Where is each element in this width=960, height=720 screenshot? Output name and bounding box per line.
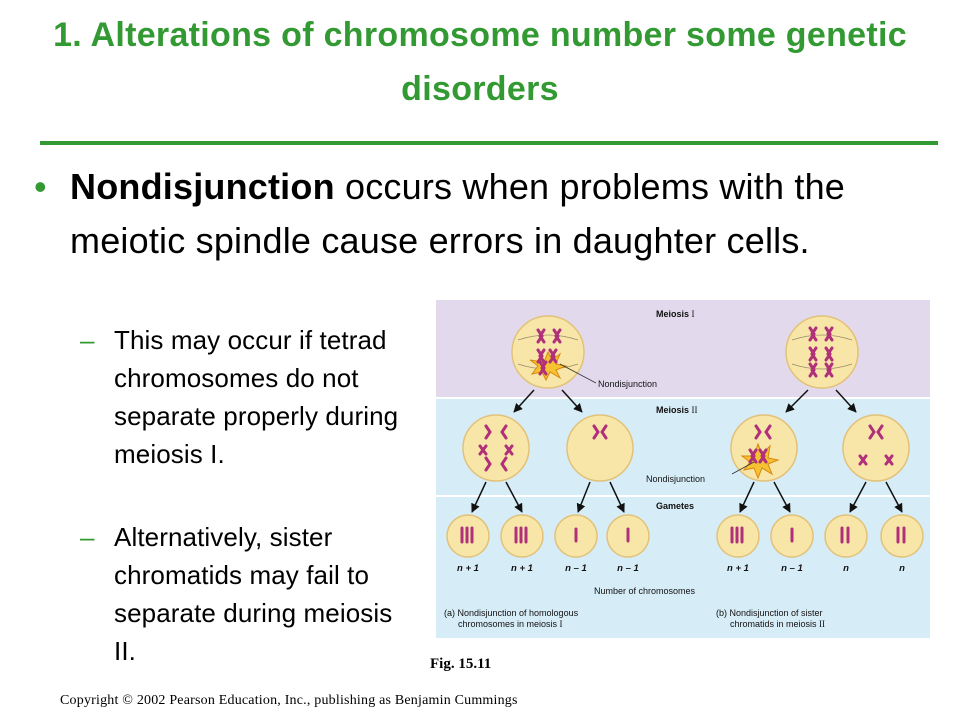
caption-a-line2: chromosomes in meiosis I bbox=[458, 619, 563, 629]
gamete-count-7: n bbox=[843, 563, 849, 574]
nondisjunction-label-2: Nondisjunction bbox=[646, 474, 706, 484]
gamete-count-1: n + 1 bbox=[457, 563, 479, 574]
meiosis1-label: Meiosis I bbox=[656, 309, 695, 319]
caption-a-line1: (a) Nondisjunction of homologous bbox=[444, 608, 579, 618]
subpoint-1-marker: – bbox=[80, 325, 95, 355]
meiosis2-cell-2 bbox=[567, 415, 633, 481]
gamete-cell-2 bbox=[501, 515, 543, 557]
gamete-count-3: n – 1 bbox=[565, 563, 587, 574]
meiosis2-cell-1 bbox=[463, 415, 529, 481]
copyright-notice: Copyright © 2002 Pearson Education, Inc., publishing as Benjamin Cummings bbox=[60, 693, 518, 708]
subpoint-1-text: This may occur if tetrad chromosomes do not separate properly during meiosis I. bbox=[114, 325, 399, 469]
gamete-count-4: n – 1 bbox=[617, 563, 639, 574]
bullet-text bbox=[70, 160, 930, 268]
title-divider bbox=[40, 141, 938, 145]
gamete-cell-4 bbox=[607, 515, 649, 557]
slide-title: 1. Alterations of chromosome number some genetic disorders bbox=[53, 16, 907, 108]
gamete-count-5: n + 1 bbox=[727, 563, 749, 574]
nondisjunction-label-1: Nondisjunction bbox=[598, 379, 658, 389]
bullet-marker: • bbox=[34, 166, 47, 207]
subpoint-2-text: Alternatively, sister chromatids may fail to separate during meiosis II. bbox=[114, 522, 393, 666]
caption-b-line1: (b) Nondisjunction of sister bbox=[716, 608, 823, 618]
gamete-cell-8 bbox=[881, 515, 923, 557]
meiosis2-cell-3 bbox=[731, 415, 797, 481]
gamete-cell-1 bbox=[447, 515, 489, 557]
meiosis1-cell-left bbox=[512, 316, 584, 388]
bullet-rest: occurs when problems with the meiotic spindle cause errors in daughter cells. bbox=[70, 166, 846, 261]
meiosis2-cell-4 bbox=[843, 415, 909, 481]
gamete-cell-7 bbox=[825, 515, 867, 557]
gamete-count-8: n bbox=[899, 563, 905, 574]
subpoint-2-marker: – bbox=[80, 522, 95, 552]
meiosis2-label: Meiosis II bbox=[656, 405, 698, 415]
gamete-cell-3 bbox=[555, 515, 597, 557]
gamete-cell-6 bbox=[771, 515, 813, 557]
nondisjunction-figure bbox=[436, 300, 930, 638]
figure-caption: Fig. 15.11 bbox=[430, 656, 492, 672]
meiosis1-cell-right bbox=[786, 316, 858, 388]
gametes-label: Gametes bbox=[656, 501, 695, 511]
bullet-term: Nondisjunction bbox=[70, 166, 335, 207]
number-of-chromosomes-label: Number of chromosomes bbox=[594, 586, 696, 596]
caption-b-line2: chromatids in meiosis II bbox=[730, 619, 826, 629]
gamete-count-2: n + 1 bbox=[511, 563, 533, 574]
gamete-cell-5 bbox=[717, 515, 759, 557]
gamete-count-6: n – 1 bbox=[781, 563, 803, 574]
